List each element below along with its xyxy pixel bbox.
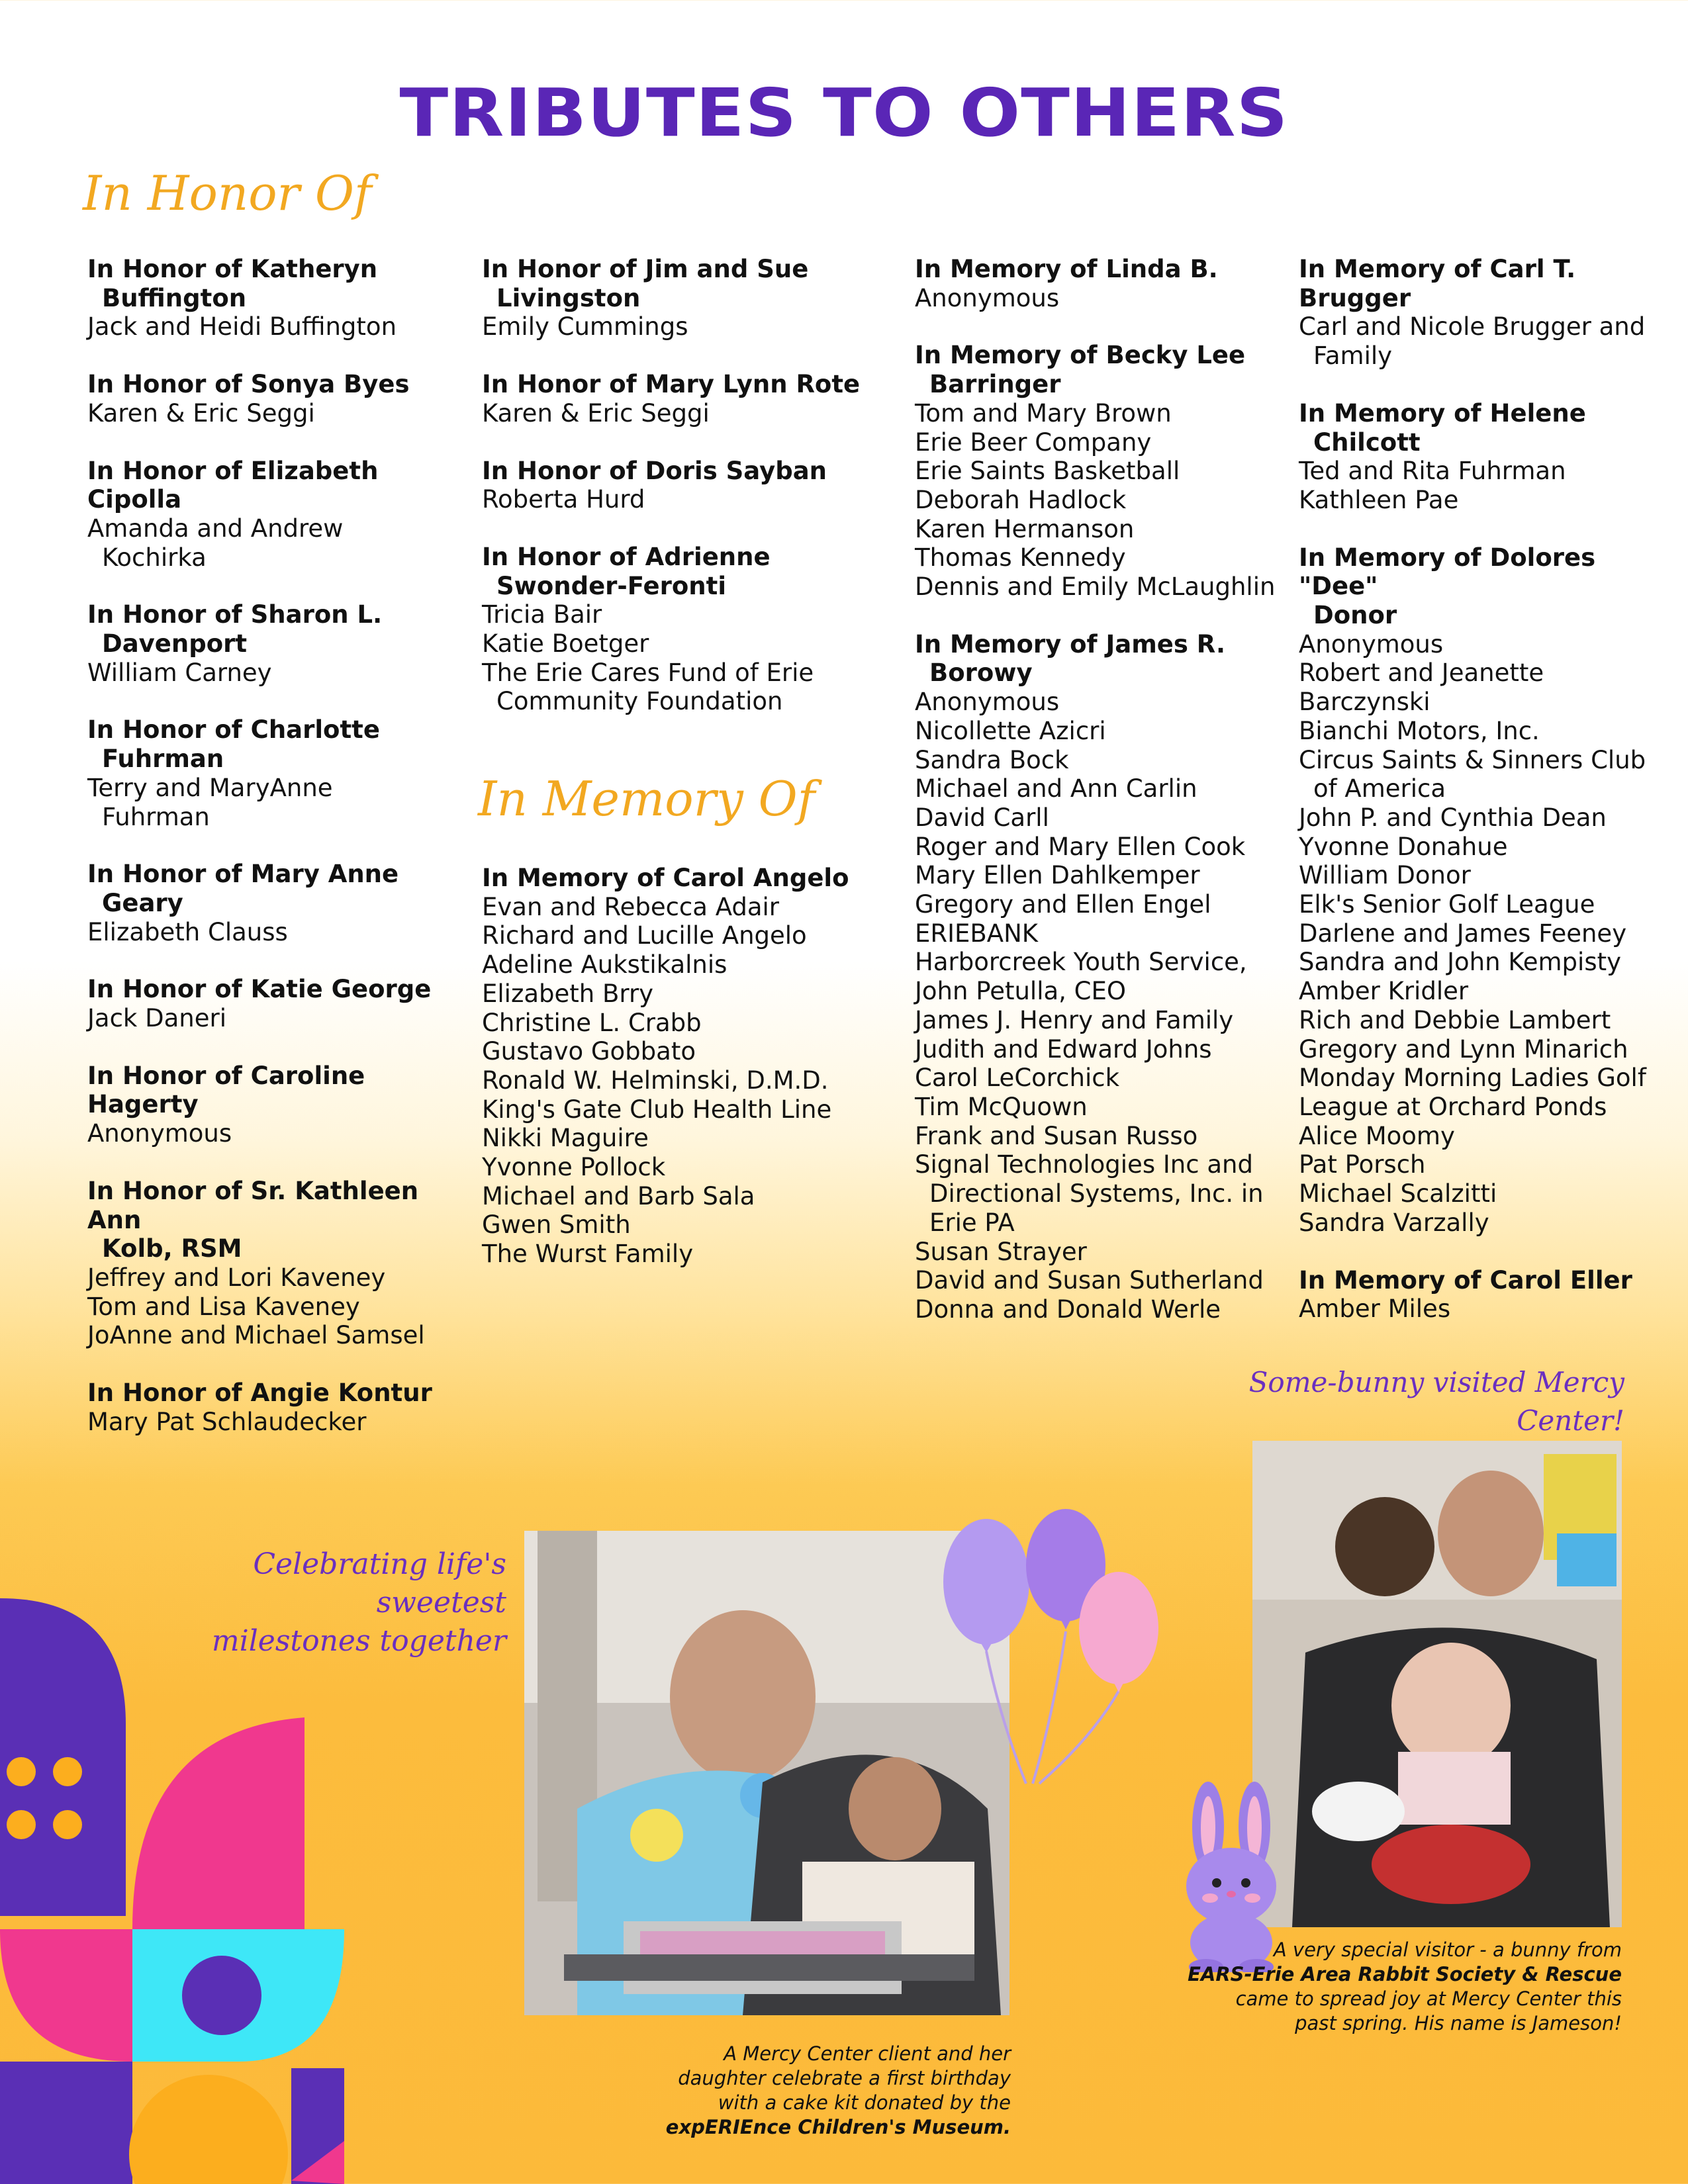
tribute-heading: In Memory of Becky Lee: [915, 341, 1246, 370]
donor-name: James J. Henry and Family: [915, 1005, 1234, 1034]
donor-name: Katie Boetger: [482, 629, 649, 659]
donor-name: Michael Scalzitti: [1299, 1179, 1497, 1208]
tribute-heading: In Honor of Sr. Kathleen Ann: [87, 1176, 419, 1234]
donor-name: Fuhrman: [102, 802, 210, 831]
donor-name: Kochirka: [102, 543, 207, 572]
photo-bunny-caption: [1172, 1938, 1622, 2036]
tribute-entry: [1299, 255, 1669, 371]
tribute-heading: Borowy: [929, 659, 1033, 688]
donor-name: Yvonne Pollock: [482, 1153, 666, 1182]
tribute-entry: [482, 457, 879, 514]
donor-name: Family: [1313, 341, 1393, 371]
donor-name: Amber Miles: [1299, 1295, 1451, 1324]
donor-name: Anonymous: [87, 1119, 232, 1148]
tribute-entry: [482, 255, 879, 341]
donor-name: Tom and Mary Brown: [915, 398, 1172, 428]
bunny-script-caption: Some-bunny visited Mercy Center!: [1248, 1366, 1624, 1437]
section-heading-memory: In Memory Of: [478, 771, 816, 827]
shape-orange-circle: [129, 2075, 288, 2184]
donor-name: Adeline Aukstikalnis: [482, 950, 727, 979]
donor-name: Sandra Varzally: [1299, 1208, 1489, 1237]
tribute-entry: [915, 630, 1286, 1324]
tribute-entry: [87, 457, 458, 572]
tribute-column-3: [915, 255, 1286, 1353]
tribute-entry: [1299, 1266, 1669, 1324]
shape-purple-block: [0, 2062, 132, 2184]
tribute-heading: In Honor of Caroline Hagerty: [87, 1061, 365, 1119]
donor-name: Jack Daneri: [87, 1004, 226, 1033]
tribute-entry: [87, 1062, 458, 1148]
dot: [7, 1757, 36, 1786]
donor-name: Michael and Barb Sala: [482, 1181, 755, 1210]
donor-name: Community Foundation: [496, 687, 783, 716]
donor-name: Elizabeth Brry: [482, 979, 654, 1008]
donor-name: Tricia Bair: [482, 600, 602, 629]
donor-name: Jack and Heidi Buffington: [87, 312, 397, 341]
donor-name: Nicollette Azicri: [915, 716, 1106, 745]
tribute-entry: [915, 341, 1286, 601]
donor-name: Darlene and James Feeney: [1299, 919, 1627, 948]
donor-name: Tim McQuown: [915, 1092, 1088, 1121]
tribute-heading: In Memory of Helene: [1299, 398, 1586, 428]
donor-name: Barczynski: [1299, 688, 1430, 717]
photo-birthday-caption: [587, 2042, 1011, 2140]
tribute-heading: In Honor of Katie George: [87, 975, 432, 1004]
tribute-heading: In Honor of Doris Sayban: [482, 456, 827, 485]
tribute-heading: In Honor of Mary Lynn Rote: [482, 370, 861, 399]
donor-name: Elizabeth Clauss: [87, 917, 288, 946]
donor-name: Gustavo Gobbato: [482, 1037, 696, 1066]
donor-name: of America: [1313, 774, 1446, 803]
tribute-heading: In Memory of Carol Angelo: [482, 864, 849, 892]
milestones-line-2: milestones together: [211, 1624, 506, 1658]
tribute-entry: [482, 543, 879, 716]
tribute-heading: Davenport: [102, 629, 248, 659]
photo-bunny-visit: [1252, 1441, 1622, 1927]
donor-name: David Carll: [915, 803, 1049, 832]
donor-name: Dennis and Emily McLaughlin: [915, 572, 1276, 602]
donor-name: Karen & Eric Seggi: [87, 398, 315, 428]
donor-name: Signal Technologies Inc and: [915, 1150, 1253, 1179]
donor-name: Susan Strayer: [915, 1237, 1087, 1266]
tribute-entry: [87, 1177, 458, 1350]
caption-line: past spring. His name is Jameson!: [1295, 2012, 1622, 2034]
tribute-heading: In Honor of Charlotte: [87, 715, 380, 745]
donor-name: Erie PA: [929, 1208, 1015, 1237]
tribute-entry: [482, 370, 879, 428]
tribute-entry: [915, 255, 1286, 312]
donor-name: Kathleen Pae: [1299, 485, 1459, 514]
photo-birthday: [524, 1531, 1009, 2015]
dot: [53, 1757, 82, 1786]
donor-name: Anonymous: [915, 688, 1060, 717]
donor-name: Sandra Bock: [915, 745, 1069, 774]
donor-name: Emily Cummings: [482, 312, 688, 341]
tribute-heading: In Honor of Sonya Byes: [87, 370, 410, 399]
tribute-heading: In Memory of Carol Eller: [1299, 1265, 1632, 1295]
caption-line: came to spread joy at Mercy Center this: [1235, 1987, 1622, 2010]
tribute-heading: In Memory of James R.: [915, 629, 1226, 659]
caption-line: daughter celebrate a first birthday: [678, 2067, 1011, 2089]
tribute-heading: Buffington: [102, 283, 247, 312]
tribute-heading: In Honor of Elizabeth Cipolla: [87, 456, 379, 514]
donor-name: Jeffrey and Lori Kaveney: [87, 1263, 386, 1292]
tribute-heading: In Honor of Sharon L.: [87, 600, 383, 629]
donor-name: JoAnne and Michael Samsel: [87, 1321, 425, 1350]
tribute-heading: In Honor of Katheryn: [87, 255, 378, 283]
donor-name: Nikki Maguire: [482, 1124, 649, 1153]
tribute-entry: [87, 715, 458, 831]
donor-name: Gregory and Lynn Minarich: [1299, 1034, 1628, 1064]
caption-line-bold: expERIEnce Children's Museum.: [665, 2116, 1011, 2138]
caption-line: with a cake kit donated by the: [718, 2091, 1011, 2114]
donor-name: Sandra and John Kempisty: [1299, 948, 1621, 977]
donor-name: Bianchi Motors, Inc.: [1299, 716, 1540, 745]
tribute-entry: [87, 600, 458, 687]
tribute-heading: In Memory of Dolores "Dee": [1299, 543, 1596, 601]
donor-name: William Carney: [87, 658, 272, 687]
shape-pink-quarter: [132, 1717, 305, 1929]
donor-name: Erie Saints Basketball: [915, 457, 1180, 486]
tribute-heading: Swonder-Feronti: [496, 571, 727, 600]
donor-name: Gregory and Ellen Engel: [915, 890, 1211, 919]
tribute-entry: [1299, 543, 1669, 1238]
shape-purple-circle: [182, 1956, 261, 2035]
donor-name: Richard and Lucille Angelo: [482, 921, 807, 950]
section-heading-honor: In Honor Of: [83, 165, 372, 221]
donor-name: Amanda and Andrew: [87, 514, 344, 543]
tribute-heading: In Memory of Carl T. Brugger: [1299, 255, 1576, 312]
tribute-entry: [87, 255, 458, 341]
donor-name: John Petulla, CEO: [915, 977, 1127, 1006]
page-title: TRIBUTES TO OTHERS: [399, 74, 1289, 152]
balloons-icon: [940, 1499, 1165, 1810]
tribute-heading: In Honor of Angie Kontur: [87, 1379, 432, 1408]
donor-name: Karen & Eric Seggi: [482, 398, 710, 428]
donor-name: Anonymous: [915, 283, 1060, 312]
donor-name: Gwen Smith: [482, 1210, 631, 1240]
donor-name: Circus Saints & Sinners Club: [1299, 745, 1646, 774]
donor-name: Karen Hermanson: [915, 514, 1135, 543]
tribute-heading: In Honor of Adrienne: [482, 542, 771, 571]
tribute-heading: Fuhrman: [102, 745, 224, 774]
donor-name: Yvonne Donahue: [1299, 832, 1508, 861]
donor-name: Terry and MaryAnne: [87, 773, 333, 802]
donor-name: The Erie Cares Fund of Erie: [482, 658, 814, 687]
tribute-heading: Geary: [102, 888, 183, 917]
tribute-entry: [87, 975, 458, 1032]
donor-name: Judith and Edward Johns: [915, 1034, 1212, 1064]
donor-name: Roberta Hurd: [482, 485, 645, 514]
donor-name: Pat Porsch: [1299, 1150, 1426, 1179]
donor-name: Deborah Hadlock: [915, 485, 1127, 514]
tribute-entry: [1299, 399, 1669, 515]
caption-line-bold: EARS-Erie Area Rabbit Society & Rescue: [1188, 1963, 1622, 1985]
tribute-column-2: [482, 255, 879, 745]
caption-line: A very special visitor - a bunny from: [1273, 1938, 1622, 1961]
donor-name: Michael and Ann Carlin: [915, 774, 1197, 803]
milestones-line-1: Celebrating life's sweetest: [253, 1547, 506, 1619]
donor-name: Evan and Rebecca Adair: [482, 892, 780, 921]
donor-name: Mary Pat Schlaudecker: [87, 1407, 367, 1436]
donor-name: Erie Beer Company: [915, 428, 1152, 457]
tribute-heading: In Honor of Jim and Sue: [482, 255, 809, 283]
donor-name: King's Gate Club Health Line: [482, 1095, 832, 1124]
tribute-entry: [87, 370, 458, 428]
donor-name: Roger and Mary Ellen Cook: [915, 832, 1246, 861]
donor-name: Harborcreek Youth Service,: [915, 948, 1247, 977]
tribute-heading: Barringer: [929, 370, 1061, 399]
donor-name: Carol LeCorchick: [915, 1064, 1120, 1093]
tribute-heading: Livingston: [496, 283, 641, 312]
donor-name: Donna and Donald Werle: [915, 1295, 1221, 1324]
donor-name: Carl and Nicole Brugger and: [1299, 312, 1646, 341]
donor-name: Ronald W. Helminski, D.M.D.: [482, 1066, 829, 1095]
tribute-entry: [87, 1379, 458, 1436]
donor-name: Monday Morning Ladies Golf: [1299, 1064, 1646, 1093]
dot: [7, 1810, 36, 1839]
tribute-column-2-memory: [482, 864, 879, 1297]
donor-name: Ted and Rita Fuhrman: [1299, 457, 1566, 486]
donor-name: John P. and Cynthia Dean: [1299, 803, 1607, 832]
donor-name: William Donor: [1299, 861, 1471, 890]
donor-name: Elk's Senior Golf League: [1299, 890, 1595, 919]
shape-purple-arc: [0, 1598, 126, 1916]
donor-name: Anonymous: [1299, 629, 1444, 659]
donor-name: Alice Moomy: [1299, 1121, 1455, 1150]
tribute-heading: Donor: [1313, 601, 1397, 630]
milestones-script-caption: [136, 1545, 506, 1661]
donor-name: Christine L. Crabb: [482, 1008, 702, 1037]
donor-name: Tom and Lisa Kaveney: [87, 1292, 360, 1321]
donor-name: Amber Kridler: [1299, 977, 1469, 1006]
tribute-column-1: [87, 255, 458, 1465]
tribute-heading: In Honor of Mary Anne: [87, 860, 399, 889]
donor-name: Mary Ellen Dahlkemper: [915, 861, 1200, 890]
decorative-shapes: [0, 1598, 344, 2184]
donor-name: ERIEBANK: [915, 919, 1039, 948]
caption-line: A Mercy Center client and her: [724, 2042, 1011, 2065]
donor-name: League at Orchard Ponds: [1299, 1092, 1607, 1121]
dot: [53, 1810, 82, 1839]
donor-name: The Wurst Family: [482, 1240, 694, 1269]
donor-name: Frank and Susan Russo: [915, 1121, 1198, 1150]
tribute-entry: [482, 864, 879, 1269]
tribute-heading: Chilcott: [1313, 428, 1421, 457]
donor-name: Rich and Debbie Lambert: [1299, 1005, 1611, 1034]
donor-name: Thomas Kennedy: [915, 543, 1126, 572]
tribute-entry: [87, 860, 458, 946]
donor-name: Robert and Jeanette: [1299, 659, 1544, 688]
tribute-heading: Kolb, RSM: [102, 1234, 242, 1263]
donor-name: Directional Systems, Inc. in: [929, 1179, 1264, 1208]
tribute-heading: In Memory of Linda B.: [915, 255, 1218, 283]
tribute-column-4: [1299, 255, 1669, 1352]
shape-pink-lower: [0, 1929, 132, 2062]
donor-name: David and Susan Sutherland: [915, 1266, 1264, 1295]
